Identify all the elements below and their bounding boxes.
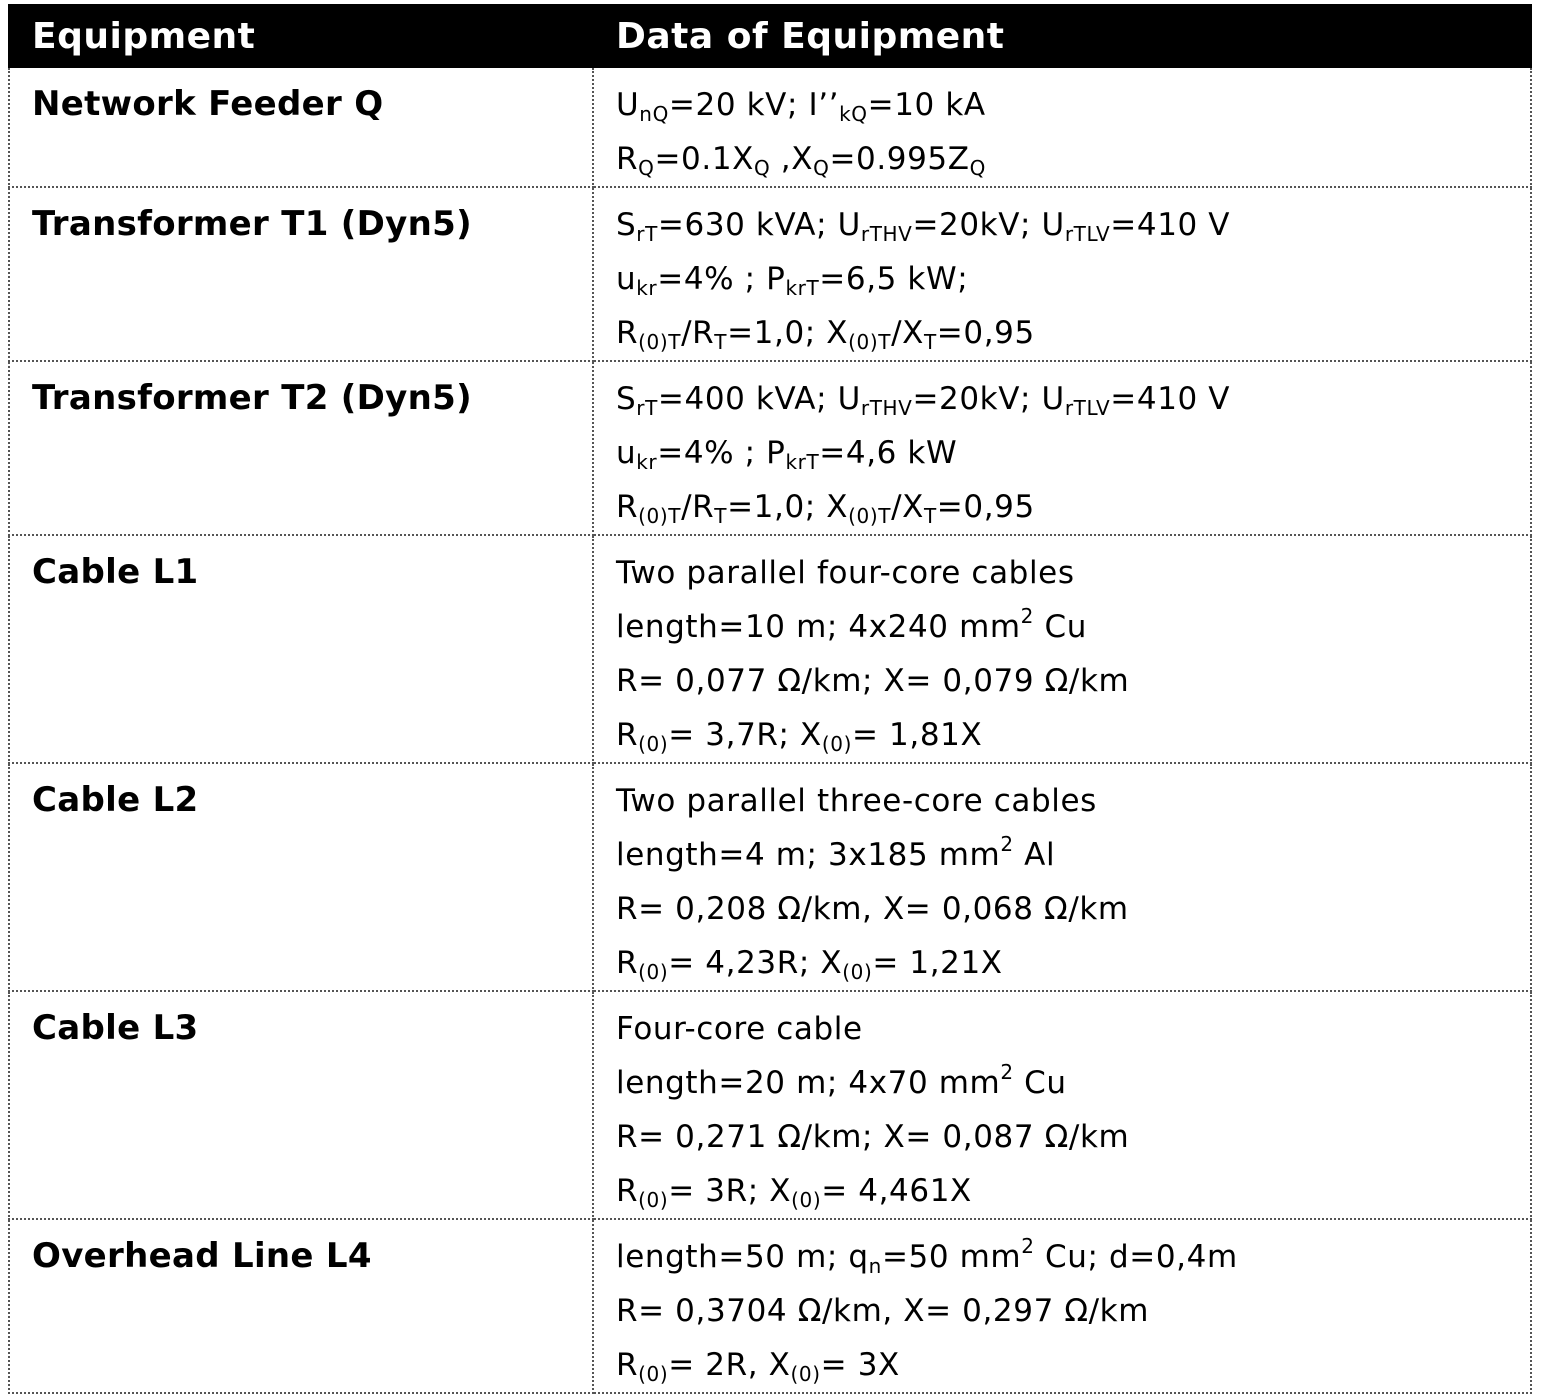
text-segment: R= 0,271 Ω/km; X= 0,087 Ω/km: [616, 1119, 1130, 1155]
text-segment: length=50 m; q: [616, 1239, 869, 1275]
subscript: rTHV: [860, 222, 913, 246]
data-line: [616, 426, 1530, 480]
subscript: Q: [638, 156, 655, 180]
text-segment: =20kV; U: [912, 381, 1065, 417]
column-header-equipment: Equipment: [9, 5, 593, 67]
text-segment: =410 V: [1110, 381, 1231, 417]
subscript: (0): [638, 732, 669, 756]
text-segment: =630 kVA; U: [657, 207, 861, 243]
text-segment: = 4,23R; X: [668, 945, 843, 981]
data-line: [616, 1164, 1530, 1218]
superscript: 2: [1021, 1234, 1035, 1258]
text-segment: Cu: [1013, 1065, 1067, 1101]
text-segment: Cu; d=0,4m: [1034, 1239, 1238, 1275]
subscript: n: [868, 1254, 882, 1278]
text-segment: =4% ; P: [657, 435, 786, 471]
text-segment: R: [616, 141, 639, 177]
text-segment: R: [616, 489, 639, 525]
text-segment: Al: [1013, 837, 1056, 873]
table-row: [9, 535, 1531, 763]
equipment-data-cell: [593, 1219, 1531, 1393]
subscript: Q: [813, 156, 830, 180]
equipment-name-cell: Cable L3: [9, 991, 593, 1219]
equipment-name-cell: Overhead Line L4: [9, 1219, 593, 1393]
data-line: [616, 78, 1530, 132]
subscript: (0): [821, 732, 853, 756]
subscript: rTLV: [1064, 222, 1111, 246]
equipment-name-cell: Transformer T1 (Dyn5): [9, 187, 593, 361]
text-segment: =0.995Z: [829, 141, 970, 177]
data-line: [616, 708, 1530, 762]
subscript: (0): [842, 960, 873, 984]
subscript: (0): [638, 1362, 669, 1386]
equipment-name-cell: Cable L1: [9, 535, 593, 763]
subscript: kQ: [839, 102, 868, 126]
equipment-table: [8, 4, 1532, 1394]
text-segment: R: [616, 1173, 639, 1209]
subscript: (0): [638, 1188, 669, 1212]
equipment-data-cell: [593, 187, 1531, 361]
text-segment: =20kV; U: [912, 207, 1065, 243]
subscript: krT: [785, 276, 820, 300]
text-segment: = 1,21X: [872, 945, 1003, 981]
text-segment: Four-core cable: [616, 1011, 863, 1047]
subscript: T: [714, 330, 728, 354]
data-line: [616, 1110, 1530, 1164]
data-line: [616, 1056, 1530, 1110]
data-line: [616, 1284, 1530, 1338]
text-segment: Two parallel three-core cables: [616, 783, 1097, 819]
data-line: [616, 1002, 1530, 1056]
subscript: kr: [636, 276, 658, 300]
data-line: [616, 306, 1530, 360]
data-line: [616, 480, 1530, 534]
text-segment: R: [616, 945, 639, 981]
text-segment: = 3R; X: [668, 1173, 792, 1209]
text-segment: R: [616, 717, 639, 753]
superscript: 2: [1000, 1060, 1014, 1084]
data-line: [616, 372, 1530, 426]
subscript: krT: [785, 450, 820, 474]
subscript: (0)T: [848, 330, 892, 354]
text-segment: ,X: [770, 141, 814, 177]
data-line: [616, 1230, 1530, 1284]
text-segment: =0,95: [936, 315, 1035, 351]
text-segment: u: [616, 261, 637, 297]
header-row: [9, 5, 1531, 67]
table-row: [9, 1219, 1531, 1393]
text-segment: =4% ; P: [657, 261, 786, 297]
text-segment: S: [616, 207, 637, 243]
superscript: 2: [1000, 832, 1014, 856]
text-segment: = 1,81X: [852, 717, 983, 753]
text-segment: = 3,7R; X: [668, 717, 822, 753]
text-segment: =4,6 kW: [819, 435, 958, 471]
equipment-data-cell: [593, 763, 1531, 991]
subscript: T: [923, 330, 937, 354]
equipment-data-cell: [593, 67, 1531, 187]
subscript: T: [714, 504, 728, 528]
text-segment: /R: [681, 489, 715, 525]
text-segment: = 4,461X: [821, 1173, 972, 1209]
table-body: [9, 67, 1531, 1393]
text-segment: =1,0; X: [727, 315, 849, 351]
text-segment: R= 0,208 Ω/km, X= 0,068 Ω/km: [616, 891, 1129, 927]
subscript: (0)T: [638, 504, 682, 528]
text-segment: R: [616, 1347, 639, 1383]
data-line: [616, 1338, 1530, 1392]
text-segment: = 3X: [820, 1347, 900, 1383]
text-segment: =10 kA: [867, 87, 986, 123]
subscript: (0): [790, 1362, 821, 1386]
data-line: [616, 882, 1530, 936]
text-segment: /X: [891, 315, 924, 351]
subscript: rT: [636, 396, 658, 420]
text-segment: = 2R, X: [668, 1347, 791, 1383]
table-row: [9, 991, 1531, 1219]
text-segment: =400 kVA; U: [657, 381, 861, 417]
equipment-data-cell: [593, 535, 1531, 763]
subscript: nQ: [639, 102, 669, 126]
text-segment: R= 0,3704 Ω/km, X= 0,297 Ω/km: [616, 1293, 1150, 1329]
text-segment: R= 0,077 Ω/km; X= 0,079 Ω/km: [616, 663, 1130, 699]
text-segment: U: [616, 87, 640, 123]
equipment-data-cell: [593, 991, 1531, 1219]
text-segment: =1,0; X: [727, 489, 849, 525]
equipment-name-cell: Network Feeder Q: [9, 67, 593, 187]
data-line: [616, 252, 1530, 306]
text-segment: =0,95: [936, 489, 1035, 525]
subscript: rTLV: [1064, 396, 1111, 420]
text-segment: /X: [891, 489, 924, 525]
subscript: (0)T: [848, 504, 892, 528]
subscript: (0): [791, 1188, 822, 1212]
column-header-data: Data of Equipment: [593, 5, 1531, 67]
table-row: [9, 187, 1531, 361]
table-row: [9, 67, 1531, 187]
text-segment: S: [616, 381, 637, 417]
subscript: rTHV: [860, 396, 913, 420]
text-segment: =6,5 kW;: [819, 261, 969, 297]
equipment-name-cell: Transformer T2 (Dyn5): [9, 361, 593, 535]
text-segment: =50 mm: [881, 1239, 1022, 1275]
data-line: [616, 774, 1530, 828]
subscript: rT: [636, 222, 658, 246]
text-segment: Cu: [1034, 609, 1087, 645]
subscript: kr: [636, 450, 658, 474]
data-line: [616, 654, 1530, 708]
subscript: (0): [638, 960, 669, 984]
subscript: Q: [969, 156, 986, 180]
data-line: [616, 546, 1530, 600]
table-row: [9, 361, 1531, 535]
subscript: T: [923, 504, 937, 528]
subscript: (0)T: [638, 330, 682, 354]
equipment-name-cell: Cable L2: [9, 763, 593, 991]
table-row: [9, 763, 1531, 991]
text-segment: R: [616, 315, 639, 351]
text-segment: /R: [681, 315, 715, 351]
table-header: [9, 5, 1531, 67]
text-segment: =20 kV; I’’: [668, 87, 840, 123]
text-segment: =0.1X: [654, 141, 754, 177]
text-segment: length=4 m; 3x185 mm: [616, 837, 1001, 873]
text-segment: Two parallel four-core cables: [616, 555, 1075, 591]
text-segment: length=10 m; 4x240 mm: [616, 609, 1021, 645]
superscript: 2: [1020, 604, 1034, 628]
subscript: Q: [754, 156, 771, 180]
data-line: [616, 132, 1530, 186]
data-line: [616, 600, 1530, 654]
data-line: [616, 936, 1530, 990]
text-segment: length=20 m; 4x70 mm: [616, 1065, 1001, 1101]
data-line: [616, 198, 1530, 252]
data-line: [616, 828, 1530, 882]
text-segment: u: [616, 435, 637, 471]
text-segment: =410 V: [1110, 207, 1231, 243]
equipment-data-cell: [593, 361, 1531, 535]
